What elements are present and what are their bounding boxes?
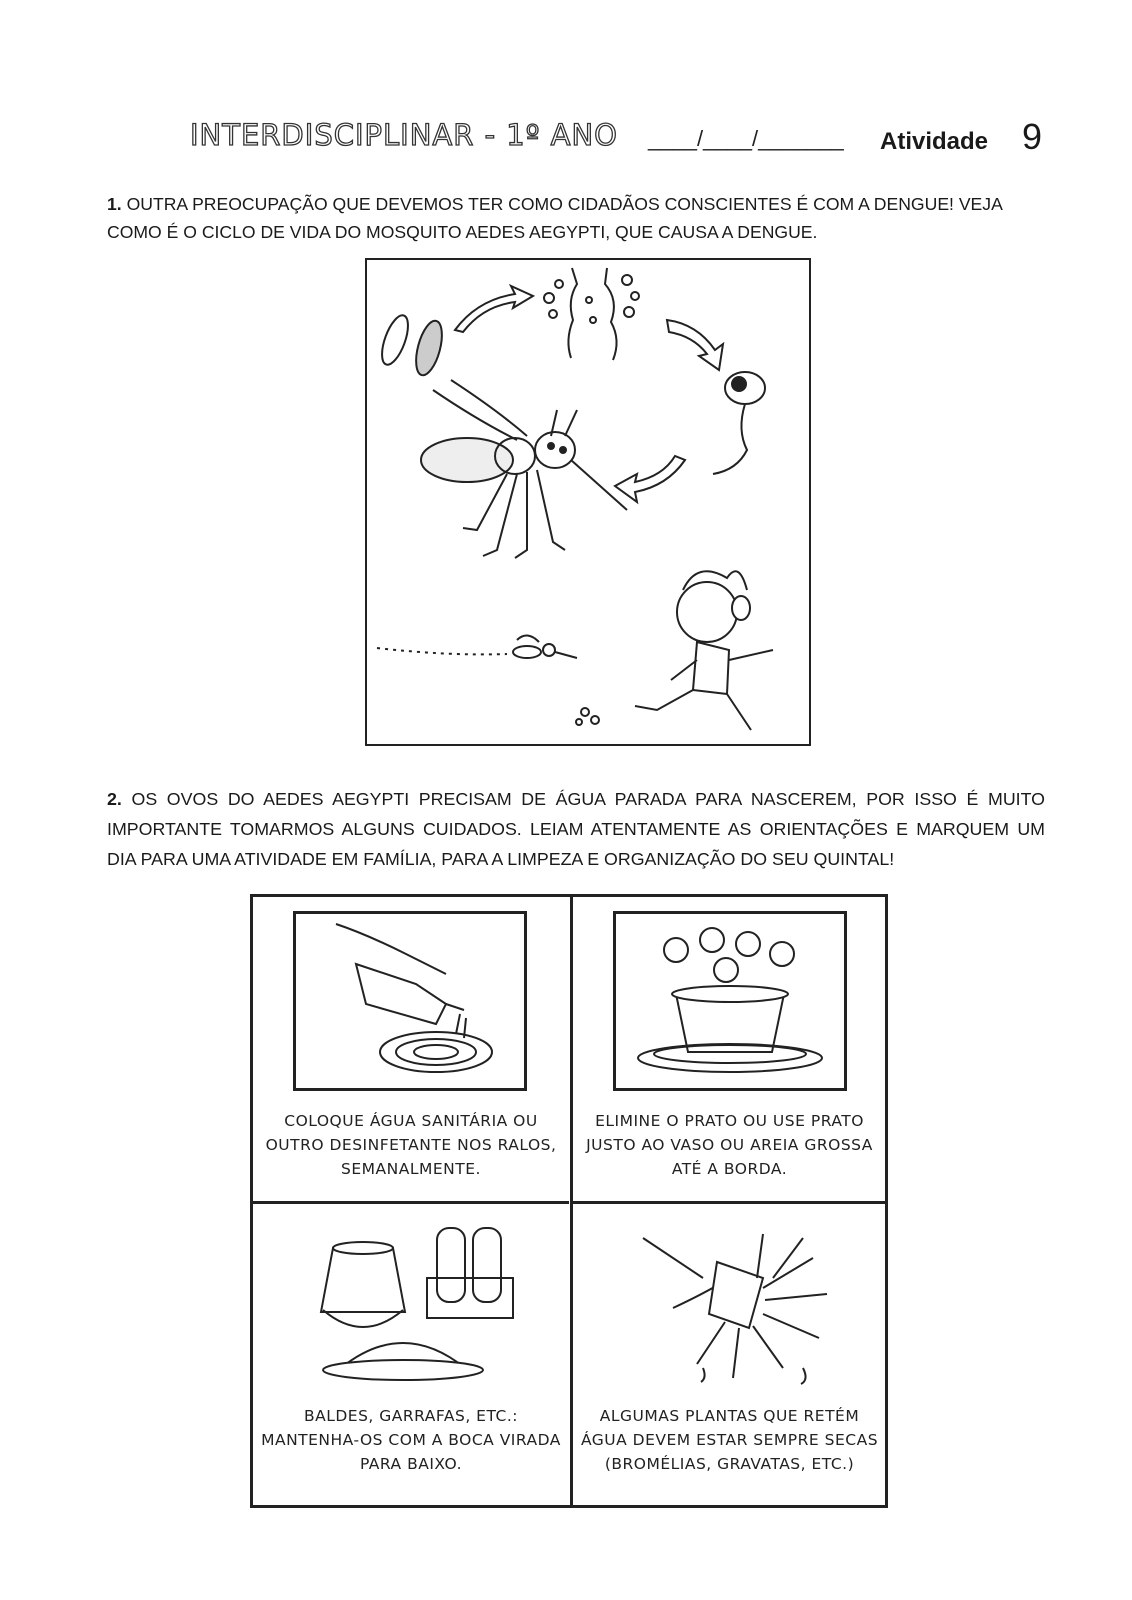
- page-header: [190, 116, 1050, 164]
- running-boy-icon: [576, 571, 773, 730]
- flying-mosquito-icon: [377, 635, 577, 658]
- flower-pot-icon: [613, 911, 847, 1091]
- page-title: INTERDISCIPLINAR - 1º ANO: [190, 118, 618, 152]
- activity-label: Atividade: [880, 128, 989, 155]
- cycle-arrow-icon: [615, 456, 685, 502]
- tip-card: [570, 1201, 886, 1505]
- drain-bleach-icon: [293, 911, 527, 1091]
- tip-card: [253, 897, 569, 1201]
- larvae-icon: [544, 268, 639, 360]
- adult-mosquito-icon: [421, 380, 627, 558]
- question-2: [107, 784, 1045, 874]
- question-1-text: OUTRA PREOCUPAÇÃO QUE DEVEMOS TER COMO CIDADÃOS CONSCIENTES É COM A DENGUE! VEJA COMO É O CICLO DE VIDA DO MOSQUITO AEDES AEGYPTI, QUE CAUSA A DENGUE.: [107, 194, 1002, 242]
- question-1-number: 1.: [107, 194, 122, 214]
- activity-number: 9: [1022, 116, 1043, 157]
- tip-caption: COLOQUE ÁGUA SANITÁRIA OU OUTRO DESINFETANTE NOS RALOS, SEMANALMENTE.: [265, 1112, 557, 1178]
- question-2-text: OS OVOS DO AEDES AEGYPTI PRECISAM DE ÁGUA PARADA PARA NASCEREM, POR ISSO É MUITO IMPORTANTE TOMARMOS ALGUNS CUIDADOS. LEIAM ATENTAMENTE AS ORIENTAÇÕES E MARQUEM UM DIA PARA UMA ATIVIDADE EM FAMÍLIA, PARA A LIMPEZA E ORGANIZAÇÃO DO SEU QUINTAL!: [107, 789, 1045, 869]
- eggs-icon: [377, 312, 447, 378]
- question-2-number: 2.: [107, 789, 122, 809]
- tip-caption: BALDES, GARRAFAS, ETC.: MANTENHA-OS COM A BOCA VIRADA PARA BAIXO.: [261, 1407, 561, 1473]
- question-1: [107, 190, 1045, 246]
- mosquito-life-cycle-illustration: [365, 258, 811, 746]
- cycle-arrow-icon: [455, 286, 533, 332]
- tip-card: [570, 897, 886, 1201]
- prevention-tips-grid: [250, 894, 888, 1508]
- date-field: ____/____/_______: [648, 126, 844, 151]
- tip-caption: ALGUMAS PLANTAS QUE RETÉM ÁGUA DEVEM ESTAR SEMPRE SECAS (BROMÉLIAS, GRAVATAS, ETC.): [580, 1407, 879, 1473]
- bromeliad-icon: [613, 1218, 847, 1398]
- tip-caption: ELIMINE O PRATO OU USE PRATO JUSTO AO VASO OU AREIA GROSSA ATÉ A BORDA.: [586, 1112, 873, 1178]
- upside-down-containers-icon: [293, 1218, 527, 1398]
- tip-card: [253, 1201, 569, 1505]
- cycle-arrow-icon: [667, 320, 723, 370]
- pupa-icon: [713, 372, 765, 474]
